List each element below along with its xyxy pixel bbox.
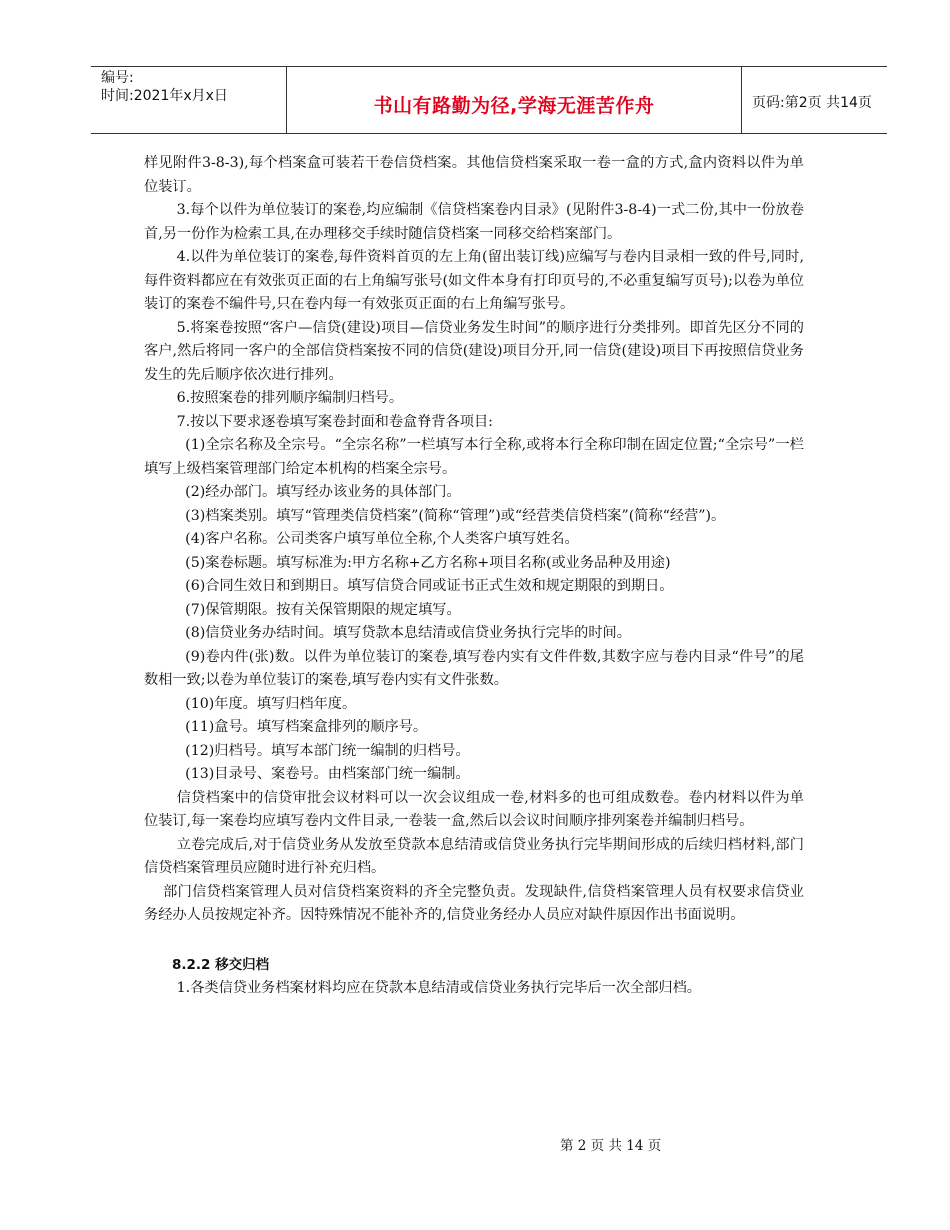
list-item: (11)盒号。填写档案盒排列的顺序号。 xyxy=(185,719,428,735)
paragraph: 1.各类信贷业务档案材料均应在贷款本息结清或信贷业务执行完毕后一次全部归档。 xyxy=(176,979,701,996)
list-item: (4)客户名称。公司类客户填写单位全称,个人类客户填写姓名。 xyxy=(185,531,579,547)
list-item: (10)年度。填写归档年度。 xyxy=(185,695,357,712)
list-item: (8)信贷业务办结时间。填写贷款本息结清或信贷业务执行完毕的时间。 xyxy=(185,625,631,641)
paragraph: 信贷档案中的信贷审批会议材料可以一次会议组成一卷,材料多的也可组成数卷。卷内材料以件为单位装订,每一案卷均应填写卷内文件目录,一卷装一盒,然后以会议时间顺序排列案卷并编制归档号。 xyxy=(144,789,804,829)
paragraph: 7.按以下要求逐卷填写案卷封面和卷盒脊背各项目: xyxy=(176,413,493,430)
section-heading: 8.2.2 移交归档 xyxy=(172,956,270,973)
paragraph: 4.以件为单位装订的案卷,每件资料首页的左上角(留出装订线)应编写与卷内目录相一致的件号,同时,每件资料都应在有效张页正面的右上角编写张号(如文件本身有打印页号的,不必重复编写页号);以卷为单位装订的案卷不编件号,只在卷内每一有效张页正面的右上角编写张号。 xyxy=(144,249,804,312)
doc-time-label: 时间:2021年x月x日 xyxy=(101,88,228,104)
list-item: (6)合同生效日和到期日。填写信贷合同或证书正式生效和规定期限的到期日。 xyxy=(185,578,674,594)
header-motto: 书山有路勤为径,学海无涯苦作舟 xyxy=(373,95,655,117)
paragraph: 5.将案卷按照“客户—信贷(建设)项目—信贷业务发生时间”的顺序进行分类排列。即首先区分不同的客户,然后将同一客户的全部信贷档案按不同的信贷(建设)项目分开,同一信贷(建设)项目下再按照信贷业务发生的先后顺序依次进行排列。 xyxy=(144,319,804,383)
header-page-info: 页码:第2页 共14页 xyxy=(752,95,872,111)
paragraph: 样见附件3-8-3),每个档案盒可装若干卷信贷档案。其他信贷档案采取一卷一盒的方式,盒内资料以件为单位装订。 xyxy=(144,155,804,195)
list-item: (12)归档号。填写本部门统一编制的归档号。 xyxy=(185,742,470,759)
header-page-cell xyxy=(742,67,887,133)
paragraph: 部门信贷档案管理人员对信贷档案资料的齐全完整负责。发现缺件,信贷档案管理人员有权要求信贷业务经办人员按规定补齐。因特殊情况不能补齐的,信贷业务经办人员应对缺件原因作出书面说明。 xyxy=(144,883,804,923)
list-item: (3)档案类别。填写“管理类信贷档案”(简称“管理”)或“经营类信贷档案”(简称“经营”)。 xyxy=(185,507,726,524)
page-header xyxy=(91,66,887,134)
list-item: (7)保管期限。按有关保管期限的规定填写。 xyxy=(185,601,461,618)
paragraph: 立卷完成后,对于信贷业务从发放至贷款本息结清或信贷业务执行完毕期间形成的后续归档材料,部门信贷档案管理员应随时进行补充归档。 xyxy=(144,836,804,876)
doc-number-label: 编号: xyxy=(101,70,134,86)
list-item: (2)经办部门。填写经办该业务的具体部门。 xyxy=(185,484,461,500)
paragraph: 3.每个以件为单位装订的案卷,均应编制《信贷档案卷内目录》(见附件3-8-4)一式二份,其中一份放卷首,另一份作为检索工具,在办理移交手续时随信贷档案一同移交给档案部门。 xyxy=(144,202,804,242)
footer-page-number: 第 2 页 共 14 页 xyxy=(560,1138,662,1154)
list-item: (5)案卷标题。填写标准为:甲方名称+乙方名称+项目名称(或业务品种及用途) xyxy=(185,554,671,571)
list-item: (13)目录号、案卷号。由档案部门统一编制。 xyxy=(185,766,470,782)
paragraph: 6.按照案卷的排列顺序编制归档号。 xyxy=(176,390,404,406)
header-motto-cell xyxy=(286,67,742,133)
list-item: (1)全宗名称及全宗号。“全宗名称”一栏填写本行全称,或将本行全称印制在固定位置;“全宗号”一栏填写上级档案管理部门给定本机构的档案全宗号。 xyxy=(144,437,804,477)
list-item: (9)卷内件(张)数。以件为单位装订的案卷,填写卷内实有文件件数,其数字应与卷内目录“件号”的尾数相一致;以卷为单位装订的案卷,填写卷内实有文件张数。 xyxy=(144,648,804,688)
document-body xyxy=(144,152,804,1000)
header-meta-cell xyxy=(91,67,286,133)
